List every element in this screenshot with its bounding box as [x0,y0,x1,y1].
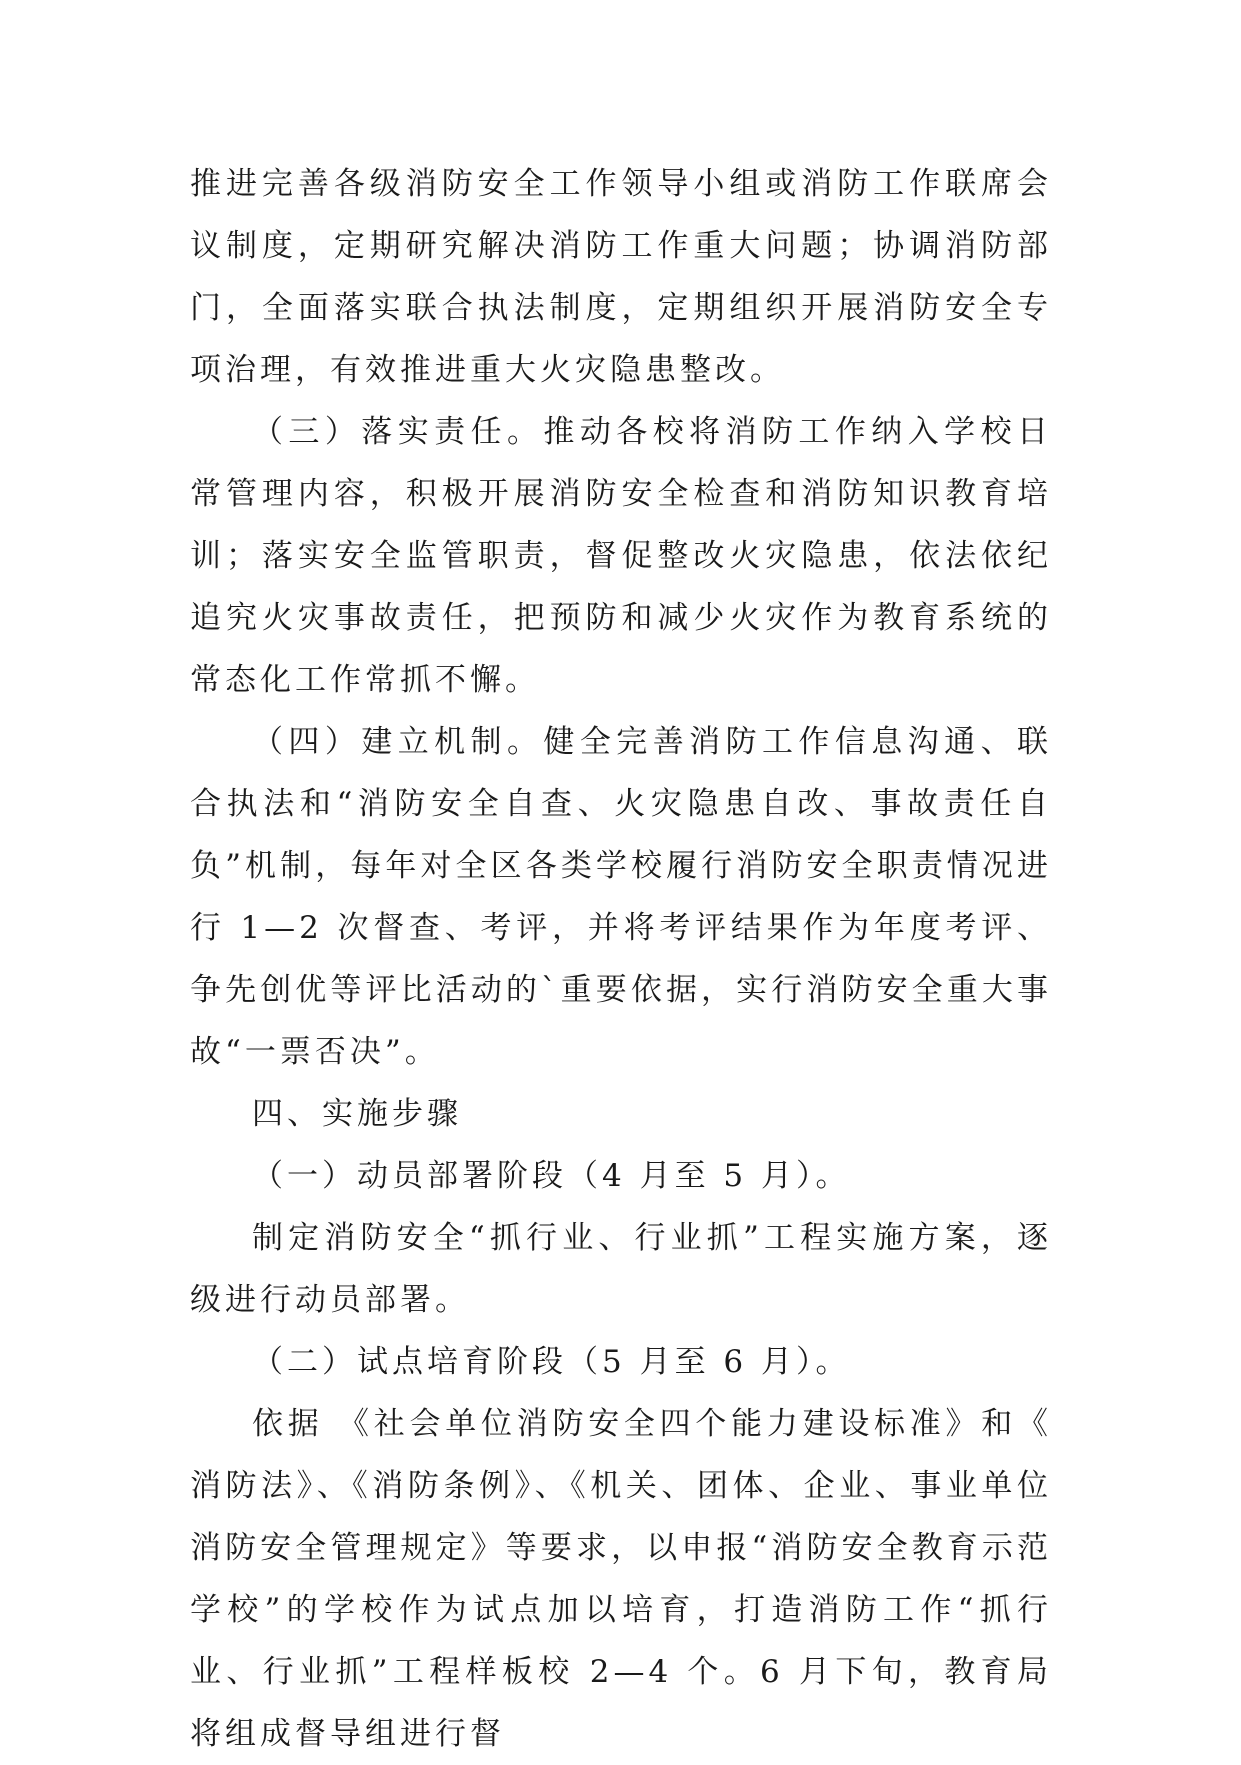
paragraph-pilot: 依据 《社会单位消防安全四个能力建设标准》和《 消防法》、《消防条例》、《机关、团体、企业、事业单位消防安全管理规定》等要求，以申报“消防安全教育示范学校”的学校作为试点加以培育，打造消防工作“抓行业、行业抓”工程样板校 2—4 个。6 月下旬，教育局将组成督导组进行督 [190,1406,1052,1752]
subheading-pilot-phase: （二）试点培育阶段（5 月至 6 月）。 [252,1344,851,1380]
document-body [190,153,1052,1765]
paragraph-establish-mechanism: （四）建立机制。健全完善消防工作信息沟通、联合执法和“消防安全自查、火灾隐患自改、事故责任自负”机制，每年对全区各类学校履行消防安全职责情况进行 1—2 次督查、考评，并将考评结果作为年度考评、争先创优等评比活动的`重要依据，实行消防安全重大事故“一票否决”。 [190,724,1052,1070]
paragraph-mobilization: 制定消防安全“抓行业、行业抓”工程实施方案，逐级进行动员部署。 [190,1220,1052,1318]
section-heading-implementation-steps: 四、实施步骤 [252,1096,462,1132]
paragraph-continuation: 推进完善各级消防安全工作领导小组或消防工作联席会议制度，定期研究解决消防工作重大问题；协调消防部门，全面落实联合执法制度，定期组织开展消防安全专项治理，有效推进重大火灾隐患整改。 [190,166,1052,388]
subheading-mobilization-phase: （一）动员部署阶段（4 月至 5 月）。 [252,1158,851,1194]
paragraph-implement-responsibility: （三）落实责任。推动各校将消防工作纳入学校日常管理内容，积极开展消防安全检查和消防知识教育培训；落实安全监管职责，督促整改火灾隐患，依法依纪追究火灾事故责任，把预防和减少火灾作为教育系统的常态化工作常抓不懈。 [190,414,1052,698]
